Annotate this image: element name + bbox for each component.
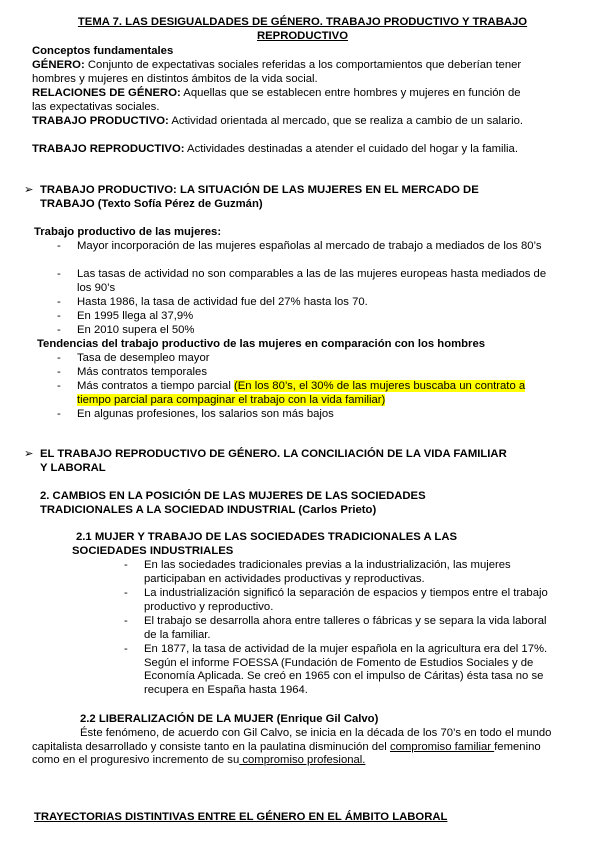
section21-heading-line-2: SOCIEDADES INDUSTRIALES bbox=[72, 544, 234, 557]
list-item bbox=[57, 352, 547, 366]
trayectorias-heading: TRAYECTORIAS DISTINTIVAS ENTRE EL GÉNERO EN EL ÁMBITO LABORAL bbox=[34, 811, 448, 823]
list-item bbox=[57, 380, 547, 407]
section22-paragraph bbox=[32, 727, 554, 768]
list-item bbox=[57, 268, 547, 295]
definition-reproductivo bbox=[32, 143, 532, 157]
dash-marker: - bbox=[57, 296, 61, 308]
list-item bbox=[57, 310, 547, 324]
paragraph-underlined-text: compromiso familiar bbox=[389, 740, 495, 753]
list-item bbox=[57, 296, 547, 310]
conceptos-heading: Conceptos fundamentales bbox=[32, 45, 174, 57]
dash-marker: - bbox=[124, 559, 128, 571]
term-relaciones: RELACIONES DE GÉNERO: bbox=[32, 87, 181, 99]
section22-heading: 2.2 LIBERALIZACIÓN DE LA MUJER (Enrique Gil Calvo) bbox=[80, 713, 379, 725]
section1-sub1: Trabajo productivo de las mujeres: bbox=[34, 226, 222, 238]
section2-subheading-line-2: TRADICIONALES A LA SOCIEDAD INDUSTRIAL (Carlos Prieto) bbox=[40, 503, 377, 516]
list-item-text: En algunas profesiones, los salarios son más bajos bbox=[77, 408, 334, 420]
list-item bbox=[57, 366, 547, 380]
list-item-text: Hasta 1986, la tasa de actividad fue del 27% hasta los 70. bbox=[77, 296, 368, 308]
dash-marker: - bbox=[124, 615, 128, 627]
def-productivo: Actividad orientada al mercado, que se realiza a cambio de un salario. bbox=[168, 115, 524, 127]
section2-subheading-line-1: 2. CAMBIOS EN LA POSICIÓN DE LAS MUJERES DE LAS SOCIEDADES bbox=[40, 490, 426, 502]
term-reproductivo: TRABAJO REPRODUCTIVO: bbox=[32, 143, 185, 155]
dash-marker: - bbox=[57, 380, 61, 392]
list-item bbox=[124, 643, 554, 697]
dash-marker: - bbox=[124, 643, 128, 655]
page-title bbox=[40, 16, 565, 43]
arrow-bullet-icon: ➢ bbox=[24, 448, 34, 460]
section21-heading-line-1: 2.1 MUJER Y TRABAJO DE LAS SOCIEDADES TRADICIONALES A LAS bbox=[76, 531, 458, 543]
paragraph-text: femenino como en el proguresivo incremento de su bbox=[32, 740, 541, 767]
dash-marker: - bbox=[57, 408, 61, 420]
list-item bbox=[124, 559, 554, 586]
section1-sub2: Tendencias del trabajo productivo de las mujeres en comparación con los hombres bbox=[37, 338, 486, 350]
list-item-text: Más contratos temporales bbox=[77, 366, 207, 378]
term-genero: GÉNERO: bbox=[32, 59, 85, 71]
paragraph-text: Éste fenómeno, de acuerdo con Gil Calvo, se inicia en la década de los 70’s en todo el mundo capitalista desarrollado y consiste tanto en la paulatina disminución del bbox=[32, 727, 552, 753]
dash-marker: - bbox=[57, 366, 61, 378]
dash-marker: - bbox=[57, 268, 61, 280]
def-relaciones: Aquellas que se establecen entre hombres y mujeres en función de las expectativas sociales. bbox=[32, 87, 521, 113]
paragraph-underlined-text: compromiso profesional. bbox=[239, 754, 366, 767]
list-item-text: En las sociedades tradicionales previas a la industrialización, las mujeres participaban en actividades productivas y reproductivas. bbox=[144, 559, 511, 585]
list-item-text: Más contratos a tiempo parcial bbox=[77, 380, 234, 392]
list-item bbox=[57, 408, 547, 422]
section2-subheading bbox=[40, 490, 560, 517]
section1-heading-line-2: TRABAJO (Texto Sofía Pérez de Guzmán) bbox=[40, 197, 263, 210]
list-item-text: El trabajo se desarrolla ahora entre talleres o fábricas y se separa la vida laboral de la familiar. bbox=[144, 615, 547, 641]
title-line-2: REPRODUCTIVO bbox=[256, 29, 348, 42]
title-line-1: TEMA 7. LAS DESIGUALDADES DE GÉNERO. TRABAJO PRODUCTIVO Y TRABAJO bbox=[77, 16, 528, 28]
section2-heading-line-2: Y LABORAL bbox=[40, 461, 106, 474]
definition-relaciones bbox=[32, 87, 532, 114]
list-item-text: Mayor incorporación de las mujeres españolas al mercado de trabajo a mediados de los 80’s bbox=[77, 240, 542, 252]
section21-heading bbox=[72, 531, 562, 558]
section2-heading bbox=[40, 448, 560, 475]
list-item bbox=[124, 615, 554, 642]
list-item-text: En 1877, la tasa de actividad de la mujer española en la agricultura era del 17%. Según el informe FOESSA (Fundación de Fomento de Estudios Sociales y de Economía Aplicada. Se creó en 1965 con el impulso de Cáritas) ésta tasa no se recupera en España hasta 1964. bbox=[144, 643, 548, 696]
list-item-text: Las tasas de actividad no son comparables a las de las mujeres europeas hasta mediados de los 90’s bbox=[77, 268, 547, 294]
list-item-text: En 2010 supera el 50% bbox=[77, 324, 195, 336]
dash-marker: - bbox=[57, 240, 61, 252]
dash-marker: - bbox=[124, 587, 128, 599]
def-genero: Conjunto de expectativas sociales referidas a los comportamientos que deberían tener hombres y mujeres en distintos ámbitos de la vida social. bbox=[32, 59, 522, 85]
section2-heading-line-1: EL TRABAJO REPRODUCTIVO DE GÉNERO. LA CONCILIACIÓN DE LA VIDA FAMILIAR bbox=[40, 448, 507, 460]
list-item-text: En 1995 llega al 37,9% bbox=[77, 310, 194, 322]
dash-marker: - bbox=[57, 310, 61, 322]
arrow-bullet-icon: ➢ bbox=[24, 184, 34, 196]
list-item-text: Tasa de desempleo mayor bbox=[77, 352, 210, 364]
dash-marker: - bbox=[57, 352, 61, 364]
list-item bbox=[124, 587, 554, 614]
list-item bbox=[57, 324, 547, 338]
term-productivo: TRABAJO PRODUCTIVO: bbox=[32, 115, 169, 127]
highlighted-note: (En los 80’s, el 30% de las mujeres buscaba un contrato a tiempo parcial para compaginar el trabajo con la vida familiar) bbox=[77, 380, 526, 406]
def-reproductivo: Actividades destinadas a atender el cuidado del hogar y la familia. bbox=[184, 143, 518, 155]
list-item-text: La industrialización significó la separación de espacios y tiempos entre el trabajo productivo y reproductivo. bbox=[144, 587, 548, 613]
definition-productivo bbox=[32, 115, 532, 129]
definition-genero bbox=[32, 59, 532, 86]
dash-marker: - bbox=[57, 324, 61, 336]
list-item bbox=[57, 240, 547, 254]
section1-heading-line-1: TRABAJO PRODUCTIVO: LA SITUACIÓN DE LAS MUJERES EN EL MERCADO DE bbox=[40, 184, 479, 196]
section1-heading bbox=[40, 184, 540, 211]
